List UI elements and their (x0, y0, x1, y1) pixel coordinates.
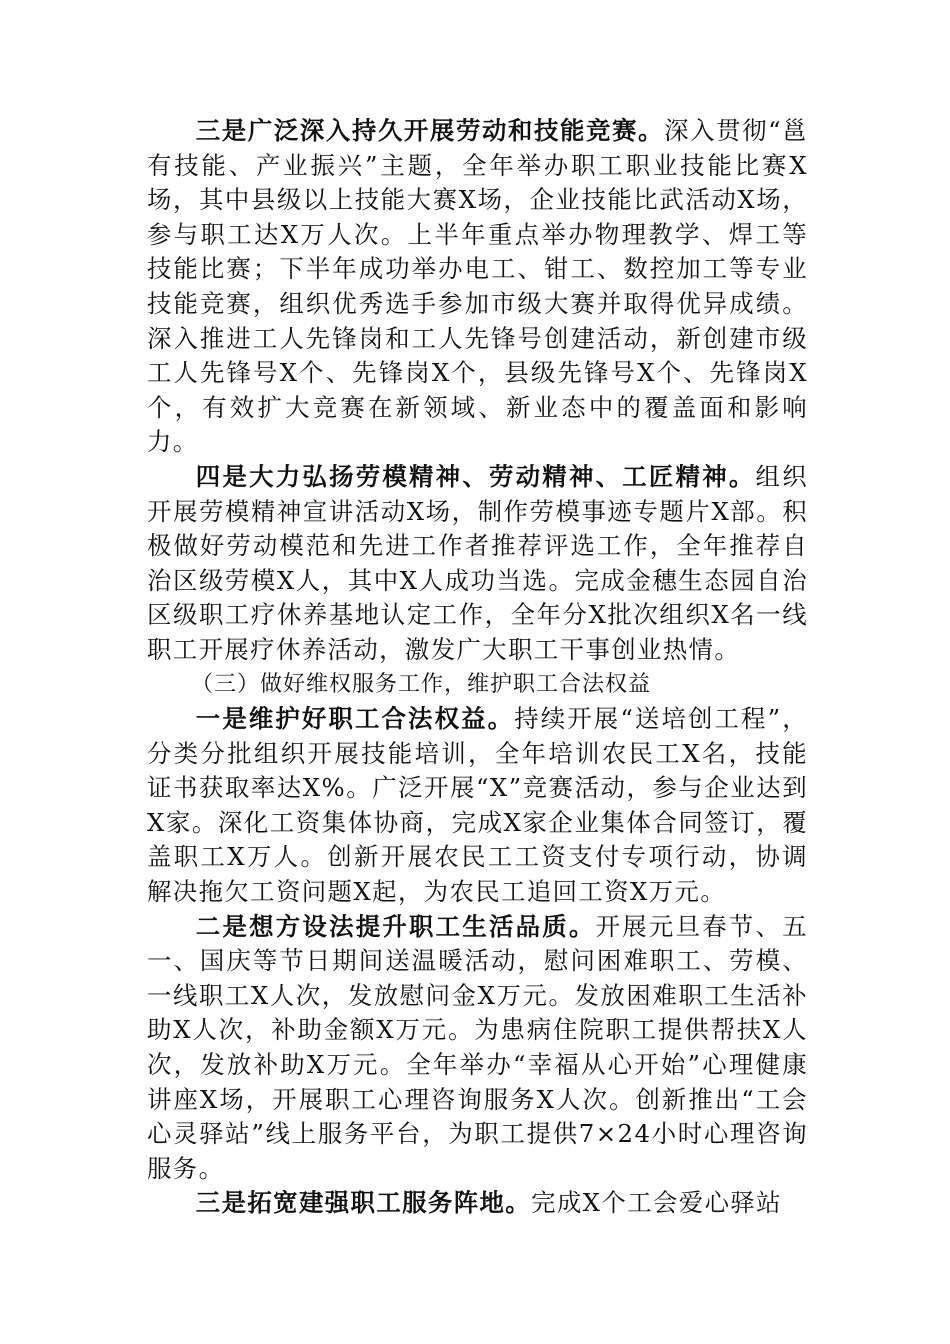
paragraph-lead: 二是想方设法提升职工生活品质。 (195, 911, 596, 941)
paragraph-life-quality (147, 910, 808, 1187)
paragraph-service-stations (147, 1186, 808, 1221)
paragraph-body: 完成X个工会爱心驿站 (531, 1188, 782, 1218)
paragraph-lead: 三是广泛深入持久开展劳动和技能竞赛。 (195, 116, 665, 145)
paragraph-legal-rights (147, 702, 808, 910)
section-heading: （三）做好维权服务工作，维护职工合法权益 (191, 671, 652, 697)
paragraph-body: 组织开展劳模精神宣讲活动X场，制作劳模事迹专题片X部。积极做好劳动模范和先进工作者推荐评选工作，全年推荐自治区级劳模X人，其中X人成功当选。完成金穗生态园自治区级职工疗休养基地认定工作，全年分X批次组织X名一线职工开展疗休养活动，激发广大职工干事创业热情。 (147, 461, 808, 664)
paragraph-lead: 四是大力弘扬劳模精神、劳动精神、工匠精神。 (195, 461, 756, 491)
paragraph-body: 深入贯彻“邕有技能、产业振兴”主题，全年举办职工职业技能比赛X场，其中县级以上技能大赛X场，企业技能比武活动X场，参与职工达X万人次。上半年重点举办物理教学、焊工等技能比赛；下半年成功举办电工、钳工、数控加工等专业技能竞赛，组织优秀选手参加市级大赛并取得优异成绩。深入推进工人先锋岗和工人先锋号创建活动，新创建市级工人先锋号X个、先锋岗X个，县级先锋号X个、先锋岗X个，有效扩大竞赛在新领域、新业态中的覆盖面和影响力。 (147, 116, 809, 457)
paragraph-body: 持续开展“送培创工程”，分类分批组织开展技能培训，全年培训农民工X名，技能证书获取率达X%。广泛开展“X”竞赛活动，参与企业达到X家。深化工资集体协商，完成X家企业集体合同签订，覆盖职工X万人。创新开展农民工工资支付专项行动，协调解决拖欠工资问题X起，为农民工追回工资X万元。 (147, 704, 808, 907)
paragraph-model-worker-spirit (147, 460, 808, 668)
paragraph-lead: 三是拓宽建强职工服务阵地。 (195, 1188, 532, 1218)
paragraph-skill-competitions (147, 114, 808, 460)
paragraph-lead: 一是维护好职工合法权益。 (195, 704, 515, 734)
paragraph-body: 开展元旦春节、五一、国庆等节日期间送温暖活动，慰问困难职工、劳模、一线职工X人次，发放慰问金X万元。发放困难职工生活补助X人次，补助金额X万元。为患病住院职工提供帮扶X人次，发放补助X万元。全年举办“幸福从心开始”心理健康讲座X场，开展职工心理咨询服务X人次。创新推出“工会心灵驿站”线上服务平台，为职工提供7×24小时心理咨询服务。 (147, 911, 808, 1183)
